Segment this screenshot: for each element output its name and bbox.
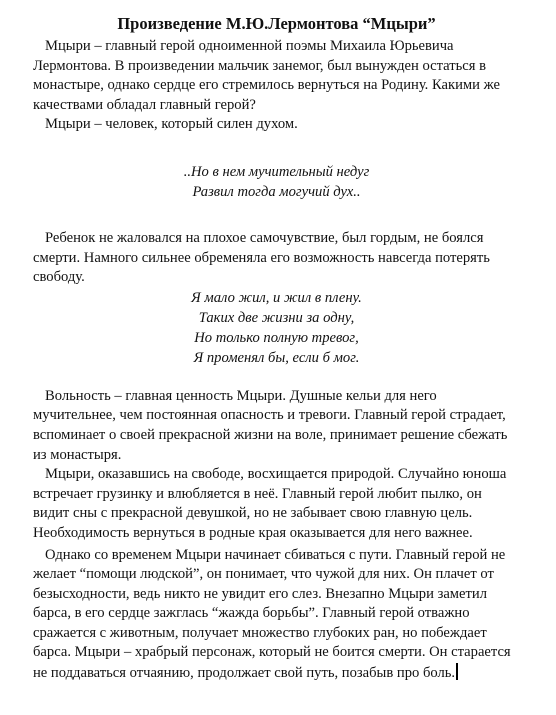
quote-block-1 [33, 162, 520, 202]
quote-line: Я мало жил, и жил в плену. [191, 289, 362, 306]
quote-block-2 [33, 288, 520, 368]
spacer [33, 135, 520, 162]
quote-line: Я променял бы, если б мог. [193, 349, 360, 366]
quote-line: Но только полную тревог, [194, 329, 359, 346]
paragraph-struggle[interactable] [33, 546, 520, 684]
quote-line: ..Но в нем мучительный недуг [183, 163, 370, 180]
paragraph-struggle-text: Однако со временем Мцыри начинает сбиваться с пути. Главный герой не желает “помощи людской”, он понимает, что чужой для них. Он плачет от безысходности, ведь никто не увидит его слез. Внезапно Мцыри заметил барса, в его сердце зажглась “жажда борьбы”. Главный герой отважно сражается с животным, получает множество глубоких ран, но побеждает барса. Мцыри – храбрый персонаж, который не боится смерти. Он старается не поддаваться отчаянию, продолжает свой путь, позабыв про боль. [33, 546, 511, 682]
paragraph-intro: Мцыри – главный герой одноименной поэмы Михаила Юрьевича Лермонтова. В произведении мальчик занемог, был вынужден остаться в монастыре, однако сердце его стремилось вернуться на Родину. Какими же качествами обладал главный герой? [33, 38, 500, 113]
paragraph-liberty: Вольность – главная ценность Мцыри. Душные кельи для него мучительнее, чем постоянная опасность и тревоги. Главный герой страдает, вспоминает о своей прекрасной жизни на воле, принимает решение сбежать из монастыря. [33, 387, 508, 463]
spacer [33, 368, 520, 387]
spacer [33, 202, 520, 229]
text-cursor [456, 663, 458, 680]
paragraph-freedom: Ребенок не жаловался на плохое самочувствие, был гордым, не боялся смерти. Намного сильнее обременяла его возможность навсегда потерять свободу. [33, 229, 490, 286]
quote-line: Развил тогда могучий дух.. [192, 183, 361, 200]
quote-line: Таких две жизни за одну, [198, 309, 355, 326]
paragraph-spirit: Мцыри – человек, который силен духом. [45, 116, 298, 133]
document-title: Произведение М.Ю.Лермонтова “Мцыри” [117, 14, 436, 33]
paragraph-nature: Мцыри, оказавшись на свободе, восхищается природой. Случайно юноша встречает грузинку и влюбляется в неё. Главный герой любит пылко, он видит сны с прекрасной девушкой, но не забывает свою главную цель. Необходимость вернуться в родные края оказывается для него важнее. [33, 466, 507, 541]
